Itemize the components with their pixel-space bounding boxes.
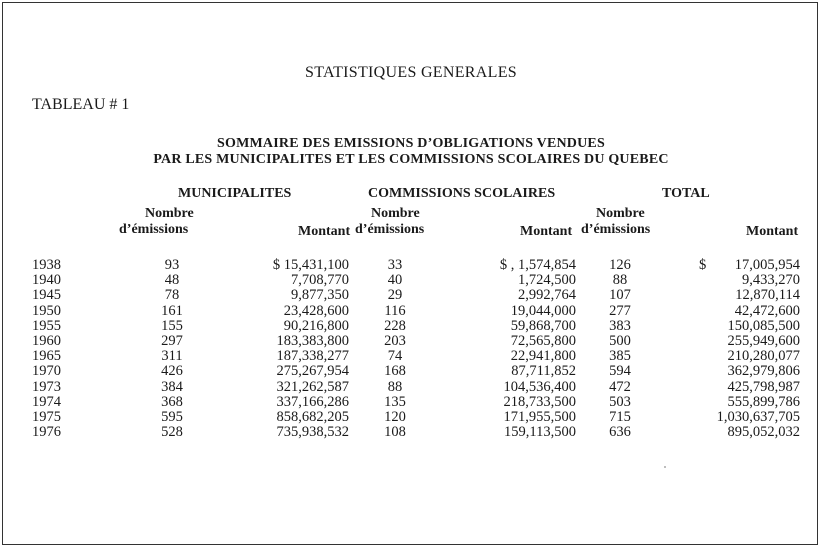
page-title: STATISTIQUES GENERALES <box>305 64 517 81</box>
cell-cs-nombre: 88 <box>387 378 403 395</box>
cell-year: 1938 <box>32 257 61 273</box>
cell-tot-nombre: 88 <box>612 272 628 289</box>
group-header-municipalites: MUNICIPALITES <box>178 186 292 201</box>
cell-year: 1973 <box>32 378 61 395</box>
cell-mun-montant: 90,216,800 <box>283 317 349 334</box>
cell-cs-nombre: 120 <box>384 409 406 425</box>
cell-cs-montant: 22,941,800 <box>510 348 576 365</box>
cell-tot-nombre: 636 <box>609 424 631 441</box>
cell-tot-nombre: 472 <box>609 378 631 395</box>
subtitle-line-2: PAR LES MUNICIPALITES ET LES COMMISSIONS SCOLAIRES DU QUEBEC <box>153 152 669 167</box>
cell-mun-nombre: 595 <box>161 409 183 425</box>
cell-tot-montant: 12,870,114 <box>735 287 800 304</box>
cell-mun-nombre: 161 <box>161 302 183 319</box>
cell-cs-nombre: 228 <box>384 317 406 334</box>
cell-tot-montant: 555,899,786 <box>727 393 800 410</box>
group-header-total: TOTAL <box>662 186 710 201</box>
cell-tot-nombre: 383 <box>609 317 631 334</box>
cell-cs-montant: 218,733,500 <box>503 393 576 410</box>
cell-mun-nombre: 384 <box>161 378 183 395</box>
cell-year: 1945 <box>32 287 61 304</box>
header-mun-nombre: Nombre <box>145 206 194 221</box>
cell-mun-montant: 735,938,532 <box>276 424 349 441</box>
cell-cs-montant: $ , 1,574,854 <box>499 257 576 273</box>
cell-mun-montant: 187,338,277 <box>276 348 349 365</box>
cell-mun-nombre: 426 <box>161 363 183 380</box>
cell-cs-nombre: 40 <box>387 272 403 289</box>
cell-cs-montant: 171,955,500 <box>503 409 576 425</box>
speck <box>664 466 666 468</box>
header-tot-montant: Montant <box>746 224 799 239</box>
cell-mun-nombre: 368 <box>161 393 183 410</box>
cell-tot-nombre: 126 <box>609 257 631 273</box>
subtitle-line-1: SOMMAIRE DES EMISSIONS D’OBLIGATIONS VENDUES <box>217 136 605 151</box>
header-mun-montant: Montant <box>298 224 351 239</box>
cell-cs-montant: 104,536,400 <box>503 378 576 395</box>
cell-cs-nombre: 116 <box>384 302 406 319</box>
cell-tot-nombre: 503 <box>609 393 631 410</box>
cell-mun-nombre: 297 <box>161 333 183 349</box>
cell-mun-nombre: 78 <box>164 287 180 304</box>
group-header-commissions: COMMISSIONS SCOLAIRES <box>368 186 556 201</box>
cell-tot-montant: 42,472,600 <box>734 302 800 319</box>
cell-year: 1976 <box>32 424 61 441</box>
header-mun-emissions: d’émissions <box>119 222 189 237</box>
cell-mun-nombre: 311 <box>161 348 183 365</box>
cell-tot-montant: 362,979,806 <box>727 363 800 380</box>
cell-tot-nombre: 594 <box>609 363 631 380</box>
cell-mun-montant: 858,682,205 <box>276 409 349 425</box>
cell-mun-nombre: 93 <box>164 257 180 273</box>
cell-mun-montant: 321,262,587 <box>276 378 349 395</box>
cell-tot-nombre: 107 <box>609 287 631 304</box>
cell-year: 1950 <box>32 302 61 319</box>
cell-cs-nombre: 135 <box>384 393 406 410</box>
header-cs-emissions: d’émissions <box>355 222 425 237</box>
cell-tot-nombre: 500 <box>609 333 631 349</box>
cell-tot-nombre: 715 <box>609 409 631 425</box>
cell-tot-montant: 9,433,270 <box>742 272 800 289</box>
cell-year: 1975 <box>32 409 61 425</box>
cell-cs-montant: 2,992,764 <box>518 287 576 304</box>
cell-cs-montant: 87,711,852 <box>511 363 576 380</box>
cell-cs-nombre: 203 <box>384 333 406 349</box>
cell-cs-montant: 59,868,700 <box>510 317 576 334</box>
cell-mun-nombre: 155 <box>161 317 183 334</box>
cell-cs-montant: 159,113,500 <box>504 424 576 441</box>
cell-cs-montant: 1,724,500 <box>518 272 576 289</box>
cell-year: 1965 <box>32 348 61 365</box>
cell-year: 1970 <box>32 363 61 380</box>
cell-mun-montant: 337,166,286 <box>276 393 349 410</box>
header-tot-emissions: d’émissions <box>581 222 651 237</box>
cell-tot-montant: 1,030,637,705 <box>716 409 800 425</box>
cell-mun-nombre: 528 <box>161 424 183 441</box>
cell-mun-montant: 23,428,600 <box>283 302 349 319</box>
cell-mun-montant: 9,877,350 <box>291 287 349 304</box>
cell-mun-nombre: 48 <box>164 272 180 289</box>
cell-tot-montant: 210,280,077 <box>727 348 800 365</box>
cell-tot-montant: 150,085,500 <box>727 317 800 334</box>
cell-cs-nombre: 74 <box>387 348 403 365</box>
cell-year: 1940 <box>32 272 61 289</box>
header-cs-montant: Montant <box>520 224 573 239</box>
cell-year: 1974 <box>32 393 61 410</box>
cell-tot-montant: 17,005,954 <box>734 257 800 273</box>
cell-tot-montant: 255,949,600 <box>727 333 800 349</box>
cell-tot-nombre: 385 <box>609 348 631 365</box>
tableau-label: TABLEAU # 1 <box>32 96 130 113</box>
cell-year: 1955 <box>32 317 61 334</box>
cell-tot-montant: 425,798,987 <box>727 378 800 395</box>
cell-cs-montant: 72,565,800 <box>510 333 576 349</box>
total-dollar-sign: $ <box>699 257 707 273</box>
cell-cs-nombre: 168 <box>384 363 406 380</box>
cell-mun-montant: $ 15,431,100 <box>272 257 349 273</box>
cell-cs-nombre: 29 <box>387 287 403 304</box>
header-tot-nombre: Nombre <box>596 206 645 221</box>
cell-mun-montant: 7,708,770 <box>291 272 349 289</box>
cell-mun-montant: 275,267,954 <box>276 363 349 380</box>
cell-cs-montant: 19,044,000 <box>510 302 576 319</box>
cell-cs-nombre: 108 <box>384 424 406 441</box>
header-cs-nombre: Nombre <box>371 206 420 221</box>
cell-tot-nombre: 277 <box>609 302 631 319</box>
cell-tot-montant: 895,052,032 <box>727 424 800 441</box>
cell-cs-nombre: 33 <box>387 257 403 273</box>
cell-year: 1960 <box>32 333 61 349</box>
cell-mun-montant: 183,383,800 <box>276 333 349 349</box>
